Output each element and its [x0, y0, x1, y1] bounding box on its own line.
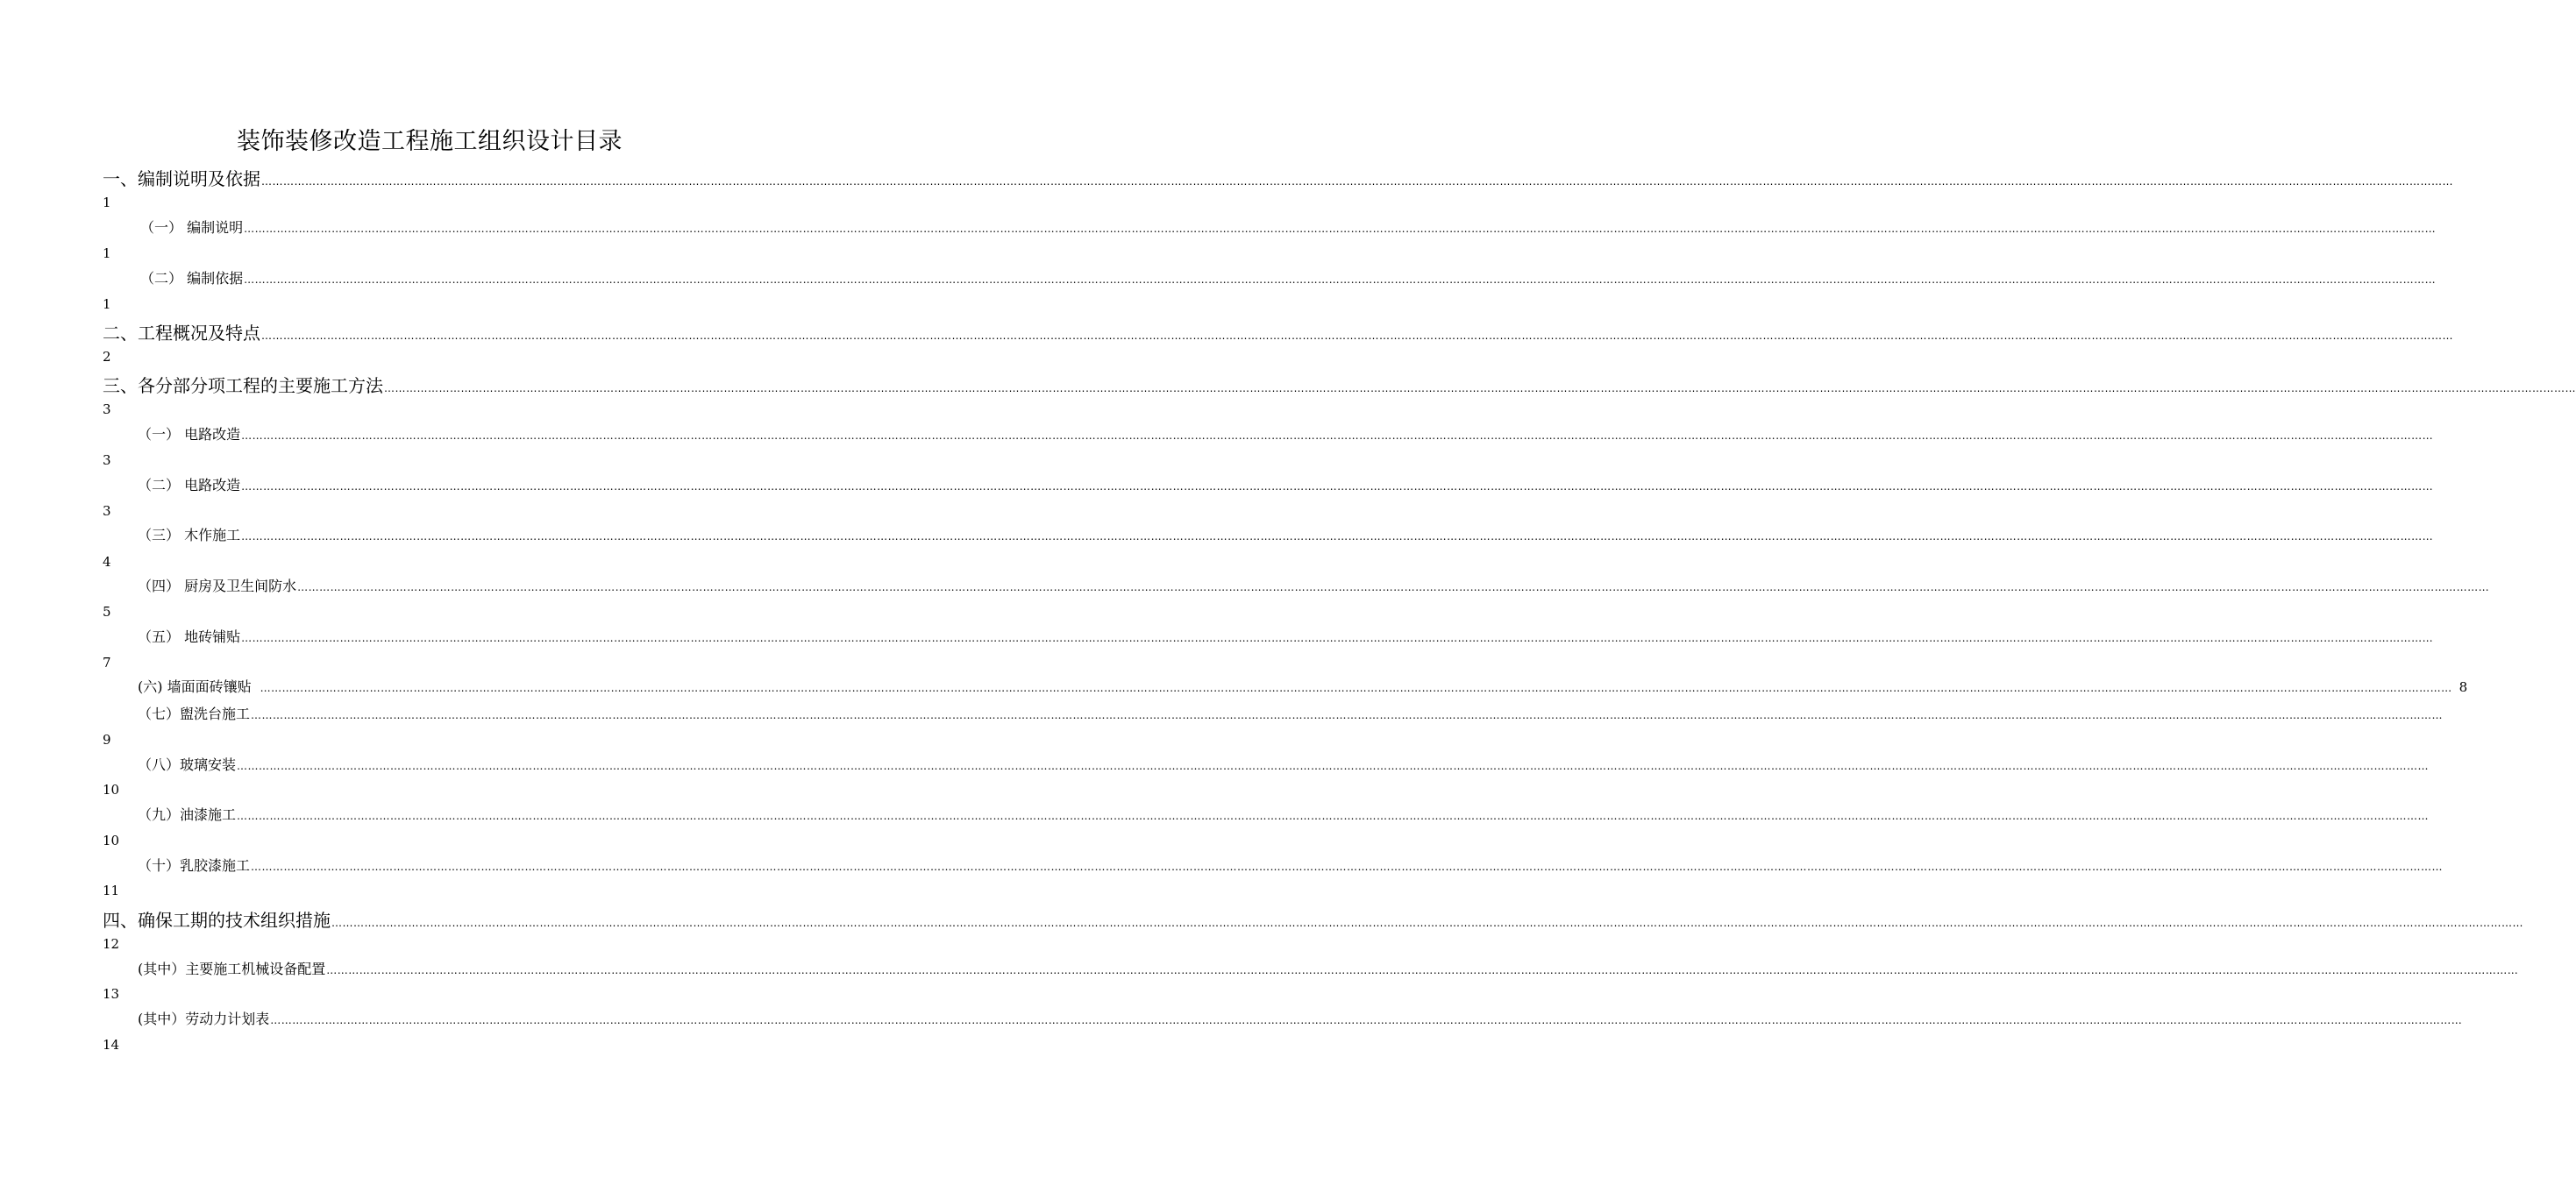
toc-leader: …………………………………………………………………………………………………………………………………………………………………………………………………………………………………………………………………………………………………………………………………………………………………………………………………………………………………………………………………………………………………………………………………………………… [244, 223, 2437, 235]
toc-entry[interactable] [0, 216, 2437, 241]
toc-leader: …………………………………………………………………………………………………………………………………………………………………………………………………………………………………………………………………………………………………………………………………………………………………………………………………………………………………………………………………………………………………………………………………………………… [251, 709, 2444, 721]
toc-entry-label: (其中）劳动力计划表 [138, 1011, 270, 1027]
toc-page-number: 13 [103, 986, 120, 1002]
toc-leader: …………………………………………………………………………………………………………………………………………………………………………………………………………………………………………………………………………………………………………………………………………………………………………………………………………………………………………………………………………………………………………………………………………………… [331, 917, 2523, 929]
toc-entry-label: （十）乳胶漆施工 [138, 857, 251, 874]
toc-entry-label: 二、工程概况及特点 [103, 323, 260, 344]
toc-leader: …………………………………………………………………………………………………………………………………………………………………………………………………………………………………………………………………………………………………………………………………………………………………………………………………………………………………………………………………………………………………………………………………………………… [244, 273, 2437, 286]
toc-page-number: 4 [103, 554, 111, 570]
toc-page-number: 10 [103, 782, 120, 798]
toc-entry[interactable] [0, 1008, 2463, 1033]
toc-leader: …………………………………………………………………………………………………………………………………………………………………………………………………………………………………………………………………………………………………………………………………………………………………………………………………………………………………………………………………………………………………………………………………………………… [251, 861, 2444, 873]
toc-entry-label: （二） 编制依据 [140, 270, 244, 287]
toc-page-number: 3 [103, 452, 111, 468]
toc-page-number: 2 [103, 349, 111, 365]
toc-leader: …………………………………………………………………………………………………………………………………………………………………………………………………………………………………………………………………………………………………………………………………………………………………………………………………………………………………………………………………………………………………………………………………………………… [241, 480, 2434, 493]
document-title: 装饰装修改造工程施工组织设计目录 [237, 128, 623, 155]
toc-entry[interactable] [0, 626, 2434, 650]
toc-page-number: 1 [103, 195, 111, 210]
toc-page-number: 10 [103, 833, 120, 848]
toc-entry-label: （四） 厨房及卫生间防水 [138, 578, 297, 594]
toc-page-number: 9 [103, 732, 111, 748]
toc-entry[interactable] [0, 804, 2430, 828]
toc-page-number: 12 [103, 936, 120, 952]
toc-entry[interactable] [0, 958, 2519, 983]
toc-entry-label: （三） 木作施工 [138, 527, 241, 543]
toc-page-number: 5 [103, 604, 111, 620]
toc-page-number: 11 [103, 883, 120, 898]
toc-page-number: 1 [103, 245, 111, 261]
toc-entry[interactable] [0, 906, 2523, 931]
toc-page-number: 3 [103, 503, 111, 519]
toc-entry[interactable] [0, 754, 2430, 778]
toc-entry-label: 四、确保工期的技术组织措施 [103, 910, 331, 931]
toc-entry[interactable] [0, 372, 2576, 396]
toc-leader: …………………………………………………………………………………………………………………………………………………………………………………………………………………………………………………………………………………………………………………………………………………………………………………………………………………………………………………………………………………………………………………………………………………… [260, 682, 2452, 694]
toc-entry[interactable] [0, 319, 2453, 344]
toc-leader: …………………………………………………………………………………………………………………………………………………………………………………………………………………………………………………………………………………………………………………………………………………………………………………………………………………………………………………………………………………………………………………………………………………… [241, 530, 2434, 543]
toc-page-number: 14 [103, 1037, 120, 1053]
toc-leader: …………………………………………………………………………………………………………………………………………………………………………………………………………………………………………………………………………………………………………………………………………………………………………………………………………………………………………………………………………………………………………………………………………………… [237, 810, 2430, 822]
toc-entry[interactable] [0, 423, 2434, 448]
toc-leader: …………………………………………………………………………………………………………………………………………………………………………………………………………………………………………………………………………………………………………………………………………………………………………………………………………………………………………………………………………………………………………………………………………………… [241, 429, 2434, 442]
toc-page-number: 7 [103, 655, 111, 671]
toc-leader: …………………………………………………………………………………………………………………………………………………………………………………………………………………………………………………………………………………………………………………………………………………………………………………………………………………………………………………………………………………………………………………………………………………… [241, 632, 2434, 644]
toc-entry[interactable] [0, 575, 2490, 600]
toc-leader: …………………………………………………………………………………………………………………………………………………………………………………………………………………………………………………………………………………………………………………………………………………………………………………………………………………………………………………………………………………………………………………………………………………… [237, 760, 2430, 772]
toc-page-number: 3 [103, 401, 111, 417]
toc-leader: …………………………………………………………………………………………………………………………………………………………………………………………………………………………………………………………………………………………………………………………………………………………………………………………………………………………………………………………………………………………………………………………………………………… [261, 175, 2453, 188]
toc-leader: …………………………………………………………………………………………………………………………………………………………………………………………………………………………………………………………………………………………………………………………………………………………………………………………………………………………………………………………………………………………………………………………………………………… [297, 581, 2490, 593]
toc-entry[interactable] [0, 676, 2468, 700]
toc-entry-label: 一、编制说明及依据 [103, 168, 260, 189]
toc-leader: …………………………………………………………………………………………………………………………………………………………………………………………………………………………………………………………………………………………………………………………………………………………………………………………………………………………………………………………………………………………………………………………………………………… [326, 964, 2519, 976]
toc-entry-label: （九）油漆施工 [138, 806, 237, 823]
toc-entry[interactable] [0, 267, 2437, 292]
toc-entry-label: （一） 电路改造 [138, 426, 241, 443]
toc-entry[interactable] [0, 165, 2453, 189]
toc-entry-label: (六) 墙面面砖镶贴 [138, 678, 252, 695]
toc-entry-label: （一） 编制说明 [140, 219, 244, 236]
toc-entry[interactable] [0, 474, 2434, 499]
toc-entry-label: （八）玻璃安装 [138, 756, 237, 773]
toc-entry[interactable] [0, 524, 2434, 549]
toc-entry-label: (其中）主要施工机械设备配置 [138, 961, 326, 977]
toc-entry[interactable] [0, 855, 2444, 879]
toc-entry-label: 三、各分部分项工程的主要施工方法 [103, 375, 383, 396]
toc-page-number: 1 [103, 296, 111, 312]
toc-leader: …………………………………………………………………………………………………………………………………………………………………………………………………………………………………………………………………………………………………………………………………………………………………………………………………………………………………………………………………………………………………………………………………………………… [261, 330, 2453, 342]
toc-entry-label: （五） 地砖铺贴 [138, 628, 241, 645]
toc-entry[interactable] [0, 703, 2444, 727]
toc-entry-label: （二） 电路改造 [138, 477, 241, 493]
toc-page-number: 8 [2459, 679, 2468, 695]
toc-entry-label: （七）盥洗台施工 [138, 706, 251, 722]
toc-leader: …………………………………………………………………………………………………………………………………………………………………………………………………………………………………………………………………………………………………………………………………………………………………………………………………………………………………………………………………………………………………………………………………………………… [384, 382, 2576, 394]
toc-leader: …………………………………………………………………………………………………………………………………………………………………………………………………………………………………………………………………………………………………………………………………………………………………………………………………………………………………………………………………………………………………………………………………………………… [270, 1014, 2463, 1026]
